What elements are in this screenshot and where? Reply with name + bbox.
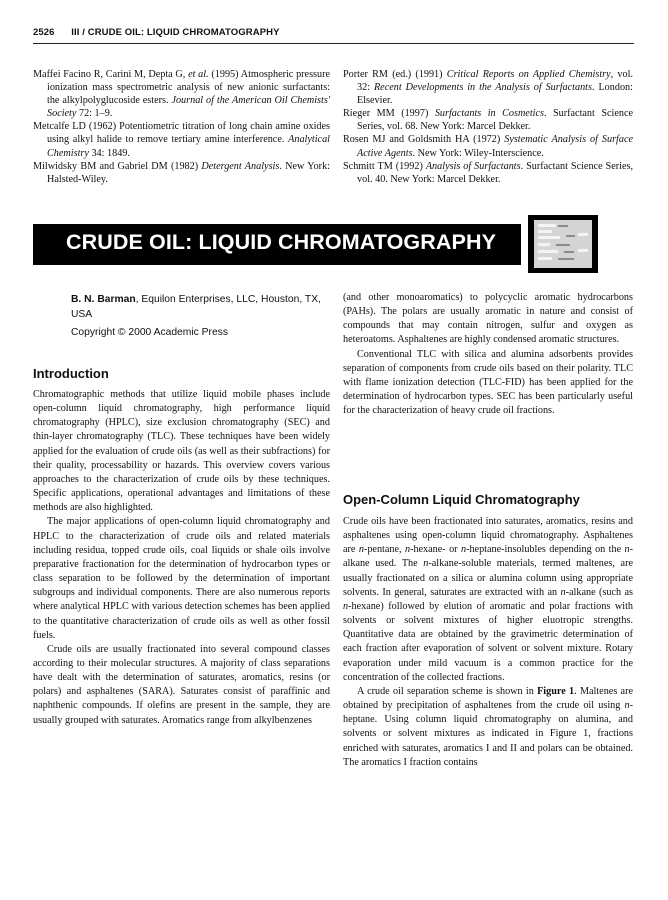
chromatography-column-icon (528, 215, 598, 273)
author-affiliation: B. N. Barman, Equilon Enterprises, LLC, Houston, TX, USA (71, 294, 321, 320)
paragraph: (and other monoaromatics) to polycyclic aromatic hydrocarbons (PAHs). The polars are usually aromatic in nature and consist of compounds that may contain nitrogen, sulfur and oxygen as heteroatoms. Asphaltenes are highly condensed aromatic structures. (343, 292, 633, 346)
reference-item: Porter RM (ed.) (1991) Critical Reports on Applied Chemistry, vol. 32: Recent Developments in the Analysis of Surfactants. London: Elsevier. (343, 69, 633, 107)
paragraph: The major applications of open-column liquid chromatography and HPLC to the characterization of crude oils and related materials including residua, topped crude oils, coal liquids or shale oils involve preparative fractionation for the determination of hydrocarbon types or class separation to be followed by the determination of important subgroups and individual components. There are also numerous reports where analytical HPLC with various detection schemes has been applied to the quantitative characterization of crude oils as well as other fossil fuels. (33, 516, 330, 641)
reference-item: Rieger MM (1997) Surfactants in Cosmetics. Surfactant Science Series, vol. 68. New York: Marcel Dekker. (343, 108, 634, 133)
running-title: III / CRUDE OIL: LIQUID CHROMATOGRAPHY (71, 27, 280, 38)
left-column-body (33, 388, 330, 728)
running-head (33, 27, 623, 38)
paragraph: Conventional TLC with silica and alumina adsorbents provides separation of components from crude oils based on their polarity. TLC with flame ionization detection (TLC-FID) has been applied for the determination of hydrocarbon types. SEC has been particularly useful for the characterization of heavy crude oil fractions. (343, 348, 633, 417)
figure-reference[interactable]: Figure 1 (537, 685, 575, 697)
references-left (33, 68, 330, 186)
paragraph: Chromatographic methods that utilize liquid mobile phases include open-column liquid chromatography, high performance liquid chromatography (HPLC), size exclusion chromatography (SEC) and thin-layer chromatography (TLC). These techniques have been widely applied for the evaluation of crude oils (as well as their subfractions) for their quality, processability or hazards. This overview covers various approaches to the characterization of crude oils by these techniques. Specific applications, operational advantages and limitations of these methods are also highlighted. (33, 389, 330, 514)
references-right (343, 68, 633, 186)
page-number: 2526 (33, 27, 55, 38)
reference-item: Maffei Facino R, Carini M, Depta G, et al. (1995) Atmospheric pressure ionization mass spectrometric analysis of new anionic surfactants: the alkylpolyglucoside esters. Journal of the American Oil Chemists' Society 72: 1–9. (33, 69, 331, 120)
reference-item: Schmitt TM (1992) Analysis of Surfactants. Surfactant Science Series, vol. 40. New York: Marcel Dekker. (343, 160, 633, 185)
reference-item: Rosen MJ and Goldsmith HA (1972) Systematic Analysis of Surface Active Agents. New York: Wiley-Interscience. (343, 134, 634, 159)
author-name: B. N. Barman (71, 294, 136, 305)
reference-item: Metcalfe LD (1962) Potentiometric titration of long chain amine oxides using alkyl halide to remove tertiary amine interference. Analytical Chemistry 34: 1849. (33, 121, 330, 159)
reference-item: Milwidsky BM and Gabriel DM (1982) Detergent Analysis. New York: Halsted-Wiley. (33, 160, 330, 185)
header-rule (33, 43, 634, 44)
copyright: Copyright © 2000 Academic Press (71, 327, 228, 338)
paragraph: A crude oil separation scheme is shown in Figure 1. Maltenes are obtained by precipitation of asphaltenes from the crude oil using n-heptane. Using column liquid chromatography on alumina, and solvents or solvent mixtures as indicated in Figure 1, fractions enriched with saturates, aromatics I and II and polars can be obtained. The aromatics I fraction contains (343, 685, 633, 768)
right-column-top (343, 291, 633, 418)
paragraph: Crude oils have been fractionated into saturates, aromatics, resins and asphaltenes using open-column liquid chromatography. Asphaltenes are n-pentane, n-hexane- or n-heptane-insolubles depending on the n-alkane used. The n-alkane-soluble materials, termed maltenes, are usually fractionated on a silica or alumina column using appropriate solvents. In general, saturates are extracted with an n-alkane (such as n-hexane) followed by elution of aromatic and polar fractions with solvents or solvent mixtures of higher eluotropic strengths. Quantitative data are obtained by the gravimetric determination of each fraction after evaporation of solvent or solvent mixture. Rotary evaporation under mild vacuum is a common practice for the concentration of the collected fractions. (343, 516, 633, 683)
section-heading-introduction: Introduction (33, 366, 109, 381)
paragraph: Crude oils are usually fractionated into several compound classes according to their molecular structures. A majority of class separations have dealt with the determination of saturates, aromatics, resins (or polars) and asphaltenes (SARA). Saturates consist of paraffinic and naphthenic compounds. If olefins are present in the sample, they are usually grouped with saturates. Aromatics range from alkylbenzenes (33, 643, 330, 726)
right-column-body (343, 515, 633, 770)
section-heading-open-column: Open-Column Liquid Chromatography (343, 492, 580, 507)
article-title: CRUDE OIL: LIQUID CHROMATOGRAPHY (66, 230, 497, 254)
article-title-banner (33, 224, 521, 265)
